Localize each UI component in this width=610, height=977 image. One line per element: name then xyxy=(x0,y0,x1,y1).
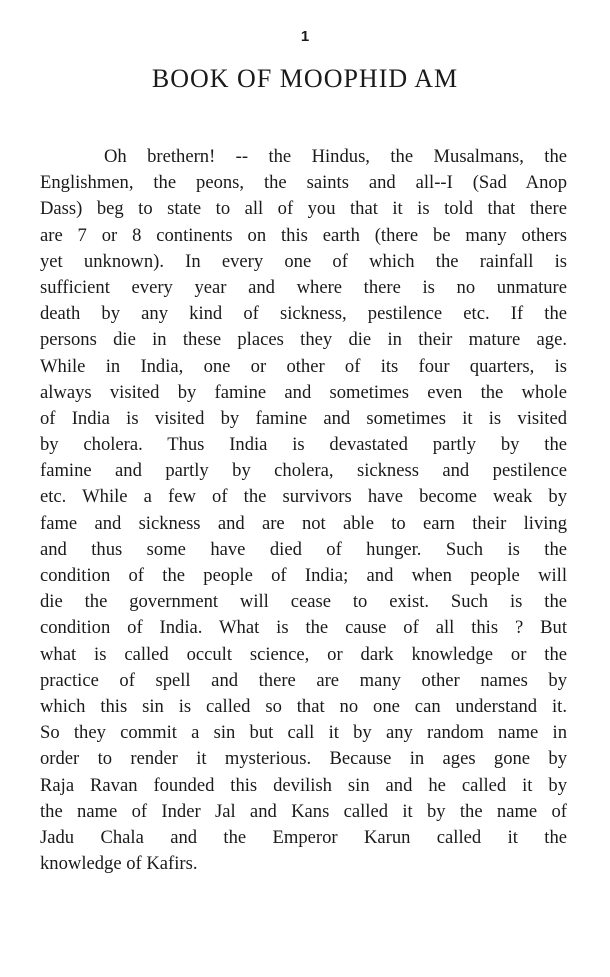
text-line: knowledge of Kafirs. xyxy=(40,853,198,875)
text-line: die the government will cease to exist. Such is the xyxy=(40,591,567,613)
text-line: death by any kind of sickness, pestilence etc. If the xyxy=(40,303,567,325)
text-line: Englishmen, the peons, the saints and all--I (Sad Anop xyxy=(40,172,567,194)
text-line: Oh brethern! -- the Hindus, the Musalmans, the xyxy=(104,146,567,167)
text-line: of India is visited by famine and sometimes it is visited xyxy=(40,407,567,429)
text-line: condition of the people of India; and when people will xyxy=(40,565,567,586)
page-title: BOOK OF MOOPHID AM xyxy=(151,64,459,93)
text-line: what is called occult science, or dark knowledge or the xyxy=(40,643,567,665)
text-line: Dass) beg to state to all of you that it is told that there xyxy=(40,198,567,220)
text-line: Jadu Chala and the Emperor Karun called it the xyxy=(40,826,567,848)
text-line: persons die in these places they die in their mature age. xyxy=(40,329,567,351)
body-paragraph xyxy=(40,144,567,877)
text-line: are 7 or 8 continents on this earth (there be many others xyxy=(40,224,567,246)
text-line: by cholera. Thus India is devastated partly by the xyxy=(40,434,567,456)
text-line: etc. While a few of the survivors have become weak by xyxy=(40,486,567,508)
page-number: 1 xyxy=(300,28,310,45)
text-line: yet unknown). In every one of which the rainfall is xyxy=(40,250,567,272)
text-line: practice of spell and there are many other names by xyxy=(40,669,567,691)
text-line: and thus some have died of hunger. Such is the xyxy=(40,538,567,560)
text-line: So they commit a sin but call it by any random name in xyxy=(40,722,567,744)
text-line: Raja Ravan founded this devilish sin and he called it by xyxy=(40,774,567,796)
text-line: the name of Inder Jal and Kans called it by the name of xyxy=(40,800,567,822)
text-line: condition of India. What is the cause of all this ? But xyxy=(40,617,567,639)
text-line: sufficient every year and where there is no unmature xyxy=(40,276,567,298)
text-line: order to render it mysterious. Because in ages gone by xyxy=(40,748,567,770)
text-line: While in India, one or other of its four quarters, is xyxy=(40,355,567,377)
text-line: fame and sickness and are not able to earn their living xyxy=(40,512,567,534)
text-line: always visited by famine and sometimes even the whole xyxy=(40,381,567,403)
text-line: famine and partly by cholera, sickness and pestilence xyxy=(40,460,567,482)
text-line: which this sin is called so that no one can understand it. xyxy=(40,695,567,717)
